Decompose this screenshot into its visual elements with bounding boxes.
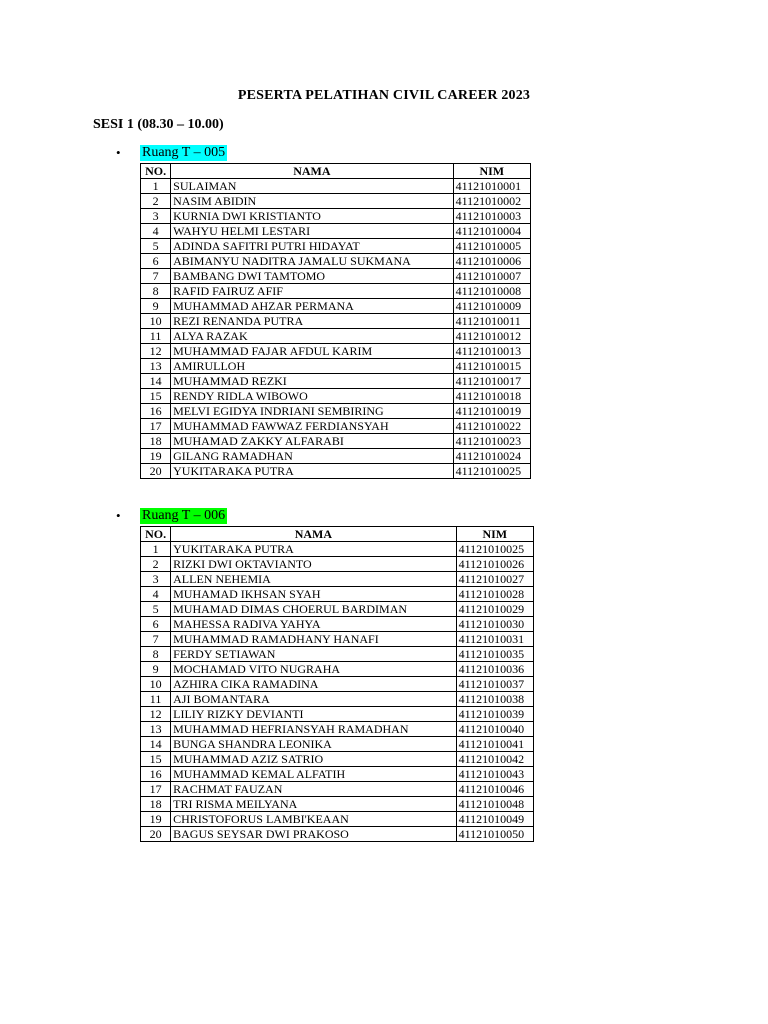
participants-table-2 [140, 526, 534, 842]
table-row [141, 344, 531, 359]
table-row [141, 194, 531, 209]
participant-name: ALLEN NEHEMIA [171, 572, 456, 587]
table-row [141, 797, 534, 812]
table-row [141, 647, 534, 662]
table-row [141, 617, 534, 632]
table-row [141, 359, 531, 374]
row-number: 4 [141, 587, 171, 602]
table-row [141, 329, 531, 344]
participant-nim: 41121010013 [453, 344, 530, 359]
row-number: 15 [141, 752, 171, 767]
table-row [141, 767, 534, 782]
participant-name: ALYA RAZAK [171, 329, 453, 344]
row-number: 13 [141, 722, 171, 737]
row-number: 18 [141, 434, 171, 449]
room-label-2: Ruang T – 006 [142, 508, 226, 523]
participant-name: YUKITARAKA PUTRA [171, 464, 453, 479]
participant-nim: 41121010018 [453, 389, 530, 404]
row-number: 8 [141, 647, 171, 662]
participant-name: TRI RISMA MEILYANA [171, 797, 456, 812]
participant-nim: 41121010038 [456, 692, 533, 707]
table-row [141, 389, 531, 404]
participant-name: AZHIRA CIKA RAMADINA [171, 677, 456, 692]
table-row [141, 209, 531, 224]
row-number: 5 [141, 239, 171, 254]
participant-name: LILIY RIZKY DEVIANTI [171, 707, 456, 722]
participant-nim: 41121010004 [453, 224, 530, 239]
participant-name: CHRISTOFORUS LAMBI'KEAAN [171, 812, 456, 827]
participant-name: BAGUS SEYSAR DWI PRAKOSO [171, 827, 456, 842]
table-row [141, 224, 531, 239]
session-heading: SESI 1 (08.30 – 10.00) [93, 117, 224, 132]
participant-name: BAMBANG DWI TAMTOMO [171, 269, 453, 284]
participant-nim: 41121010042 [456, 752, 533, 767]
participant-nim: 41121010007 [453, 269, 530, 284]
participant-nim: 41121010036 [456, 662, 533, 677]
bullet-icon: • [116, 508, 121, 523]
participant-nim: 41121010011 [453, 314, 530, 329]
table-row [141, 752, 534, 767]
participant-name: RAFID FAIRUZ AFIF [171, 284, 453, 299]
participant-name: WAHYU HELMI LESTARI [171, 224, 453, 239]
row-number: 4 [141, 224, 171, 239]
participant-nim: 41121010027 [456, 572, 533, 587]
participant-name: MUHAMMAD FAJAR AFDUL KARIM [171, 344, 453, 359]
participant-nim: 41121010024 [453, 449, 530, 464]
table-row [141, 572, 534, 587]
participant-nim: 41121010009 [453, 299, 530, 314]
table-row [141, 587, 534, 602]
participant-name: MAHESSA RADIVA YAHYA [171, 617, 456, 632]
participant-nim: 41121010003 [453, 209, 530, 224]
row-number: 16 [141, 767, 171, 782]
table-row [141, 254, 531, 269]
row-number: 19 [141, 449, 171, 464]
table-row [141, 404, 531, 419]
participant-nim: 41121010002 [453, 194, 530, 209]
document-title: PESERTA PELATIHAN CIVIL CAREER 2023 [237, 88, 531, 103]
table-row [141, 449, 531, 464]
table-row [141, 782, 534, 797]
room-heading-1 [116, 145, 227, 161]
participant-nim: 41121010050 [456, 827, 533, 842]
table-row [141, 419, 531, 434]
row-number: 7 [141, 269, 171, 284]
row-number: 20 [141, 827, 171, 842]
participant-name: BUNGA SHANDRA LEONIKA [171, 737, 456, 752]
participant-nim: 41121010006 [453, 254, 530, 269]
participant-nim: 41121010030 [456, 617, 533, 632]
row-number: 13 [141, 359, 171, 374]
participant-name: ABIMANYU NADITRA JAMALU SUKMANA [171, 254, 453, 269]
row-number: 6 [141, 617, 171, 632]
table-row [141, 542, 534, 557]
table-row [141, 632, 534, 647]
participant-name: MUHAMMAD REZKI [171, 374, 453, 389]
participant-nim: 41121010019 [453, 404, 530, 419]
participant-name: AJI BOMANTARA [171, 692, 456, 707]
row-number: 9 [141, 662, 171, 677]
table-row [141, 299, 531, 314]
column-header-nim: NIM [456, 527, 533, 542]
participant-name: RENDY RIDLA WIBOWO [171, 389, 453, 404]
participant-name: MUHAMMAD AHZAR PERMANA [171, 299, 453, 314]
participant-name: MUHAMMAD AZIZ SATRIO [171, 752, 456, 767]
row-number: 10 [141, 314, 171, 329]
participant-nim: 41121010001 [453, 179, 530, 194]
row-number: 6 [141, 254, 171, 269]
row-number: 20 [141, 464, 171, 479]
row-number: 15 [141, 389, 171, 404]
participant-name: MUHAMMAD RAMADHANY HANAFI [171, 632, 456, 647]
participant-nim: 41121010005 [453, 239, 530, 254]
room-heading-2 [116, 508, 227, 524]
row-number: 7 [141, 632, 171, 647]
participant-nim: 41121010025 [453, 464, 530, 479]
table-row [141, 179, 531, 194]
column-header-nama: NAMA [171, 527, 456, 542]
participant-name: REZI RENANDA PUTRA [171, 314, 453, 329]
column-header-no: NO. [141, 164, 171, 179]
row-number: 12 [141, 344, 171, 359]
participant-name: SULAIMAN [171, 179, 453, 194]
column-header-no: NO. [141, 527, 171, 542]
participant-name: GILANG RAMADHAN [171, 449, 453, 464]
table-row [141, 812, 534, 827]
row-number: 10 [141, 677, 171, 692]
row-number: 3 [141, 209, 171, 224]
table-row [141, 464, 531, 479]
participant-name: MUHAMAD DIMAS CHOERUL BARDIMAN [171, 602, 456, 617]
table-header-row [141, 164, 531, 179]
participant-nim: 41121010040 [456, 722, 533, 737]
participant-nim: 41121010008 [453, 284, 530, 299]
table-row [141, 737, 534, 752]
participant-nim: 41121010025 [456, 542, 533, 557]
row-number: 1 [141, 179, 171, 194]
participant-nim: 41121010039 [456, 707, 533, 722]
participant-nim: 41121010046 [456, 782, 533, 797]
table-row [141, 239, 531, 254]
table-row [141, 314, 531, 329]
column-header-nama: NAMA [171, 164, 453, 179]
participant-name: KURNIA DWI KRISTIANTO [171, 209, 453, 224]
row-number: 11 [141, 329, 171, 344]
participant-nim: 41121010022 [453, 419, 530, 434]
table-row [141, 602, 534, 617]
row-number: 2 [141, 194, 171, 209]
participant-name: MUHAMMAD FAWWAZ FERDIANSYAH [171, 419, 453, 434]
table-row [141, 677, 534, 692]
row-number: 17 [141, 419, 171, 434]
participant-nim: 41121010048 [456, 797, 533, 812]
column-header-nim: NIM [453, 164, 530, 179]
table-row [141, 827, 534, 842]
row-number: 14 [141, 737, 171, 752]
participant-name: MUHAMAD ZAKKY ALFARABI [171, 434, 453, 449]
participant-name: YUKITARAKA PUTRA [171, 542, 456, 557]
row-number: 16 [141, 404, 171, 419]
participant-name: FERDY SETIAWAN [171, 647, 456, 662]
table-row [141, 269, 531, 284]
table-row [141, 557, 534, 572]
participant-nim: 41121010017 [453, 374, 530, 389]
table-row [141, 284, 531, 299]
table-header-row [141, 527, 534, 542]
participant-name: NASIM ABIDIN [171, 194, 453, 209]
participant-nim: 41121010026 [456, 557, 533, 572]
room-label-1: Ruang T – 005 [142, 145, 226, 160]
row-number: 14 [141, 374, 171, 389]
row-number: 18 [141, 797, 171, 812]
row-number: 19 [141, 812, 171, 827]
row-number: 17 [141, 782, 171, 797]
table-row [141, 434, 531, 449]
participant-name: MOCHAMAD VITO NUGRAHA [171, 662, 456, 677]
participant-nim: 41121010041 [456, 737, 533, 752]
participant-name: ADINDA SAFITRI PUTRI HIDAYAT [171, 239, 453, 254]
row-number: 11 [141, 692, 171, 707]
participant-nim: 41121010028 [456, 587, 533, 602]
participant-nim: 41121010031 [456, 632, 533, 647]
table-row [141, 692, 534, 707]
participant-name: MUHAMMAD KEMAL ALFATIH [171, 767, 456, 782]
row-number: 8 [141, 284, 171, 299]
participant-nim: 41121010037 [456, 677, 533, 692]
participants-table-1 [140, 163, 531, 479]
participant-nim: 41121010012 [453, 329, 530, 344]
table-row [141, 374, 531, 389]
row-number: 3 [141, 572, 171, 587]
table-row [141, 722, 534, 737]
participant-nim: 41121010043 [456, 767, 533, 782]
row-number: 5 [141, 602, 171, 617]
bullet-icon: • [116, 145, 121, 160]
participant-name: RACHMAT FAUZAN [171, 782, 456, 797]
table-row [141, 707, 534, 722]
participant-nim: 41121010035 [456, 647, 533, 662]
participant-nim: 41121010015 [453, 359, 530, 374]
table-row [141, 662, 534, 677]
participant-name: AMIRULLOH [171, 359, 453, 374]
participant-nim: 41121010023 [453, 434, 530, 449]
row-number: 12 [141, 707, 171, 722]
participant-name: MUHAMAD IKHSAN SYAH [171, 587, 456, 602]
participant-nim: 41121010029 [456, 602, 533, 617]
participant-nim: 41121010049 [456, 812, 533, 827]
row-number: 1 [141, 542, 171, 557]
row-number: 2 [141, 557, 171, 572]
row-number: 9 [141, 299, 171, 314]
participant-name: MUHAMMAD HEFRIANSYAH RAMADHAN [171, 722, 456, 737]
participant-name: MELVI EGIDYA INDRIANI SEMBIRING [171, 404, 453, 419]
participant-name: RIZKI DWI OKTAVIANTO [171, 557, 456, 572]
